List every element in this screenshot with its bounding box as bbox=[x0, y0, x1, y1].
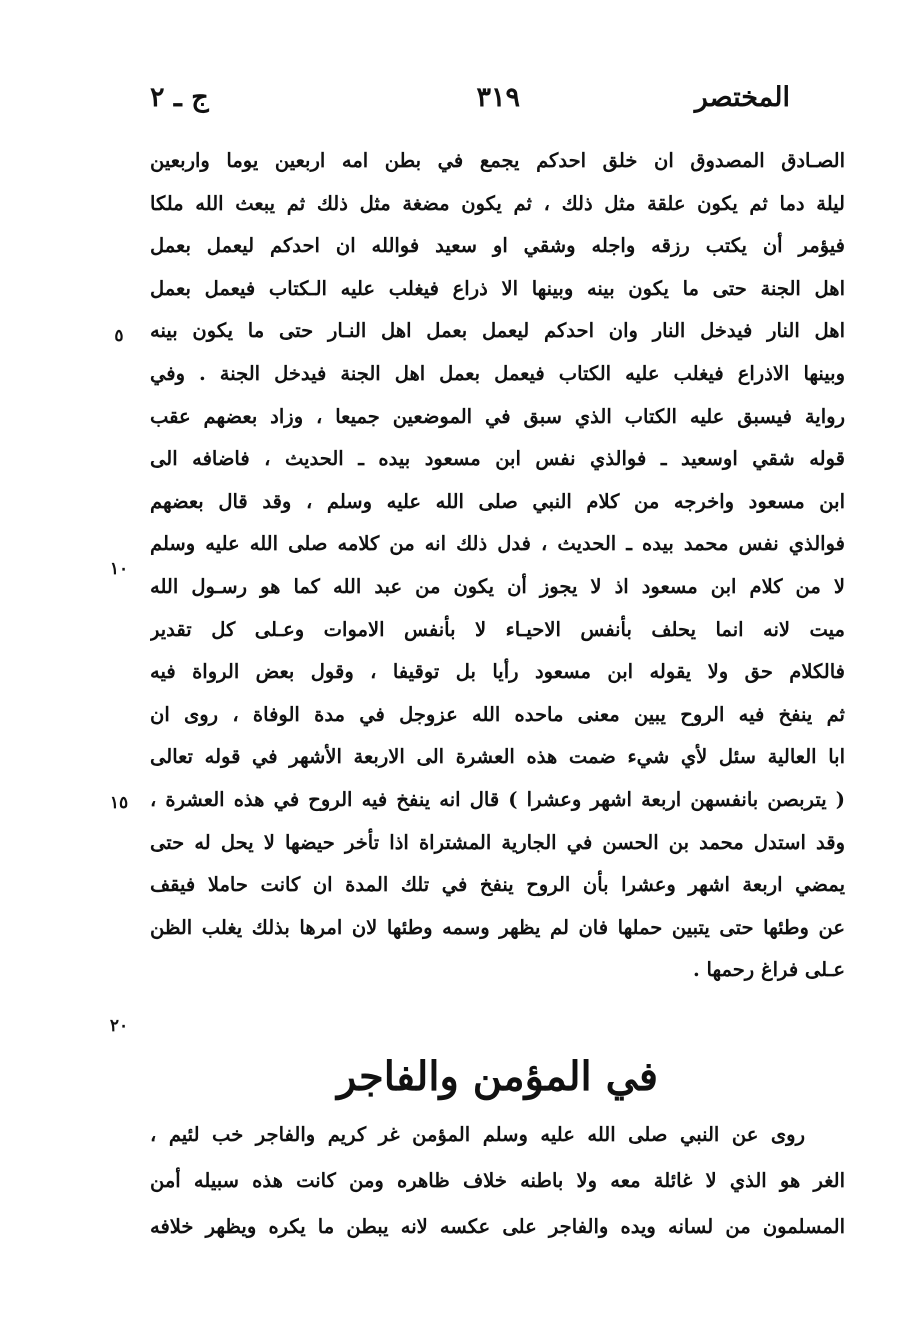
main-text bbox=[150, 140, 845, 992]
text-line: اهل الجنة حتى ما يكون بينه وبينها الا ذراع فيغلب عليه الـكتاب فيعمل بعمل bbox=[150, 276, 845, 300]
volume-label: ج ـ ٢ bbox=[150, 82, 209, 113]
text-line: الغر هو الذي لا غائلة معه ولا باطنه خلاف ظاهره ومن كانت هذه سبيله أمن bbox=[150, 1169, 845, 1192]
text-line: فيؤمر أن يكتب رزقه واجله وشقي او سعيد فوالله ان احدكم ليعمل بعمل bbox=[150, 234, 845, 258]
line-number-marker: ٢٠ bbox=[109, 1016, 129, 1036]
text-line: ليلة دما ثم يكون علقة مثل ذلك ، ثم يكون مضغة مثل ذلك ثم يبعث الله ملكا bbox=[150, 191, 845, 215]
section-text bbox=[150, 1112, 845, 1250]
text-line: المسلمون من لسانه ويده والفاجر على عكسه لانه يبطن ما يكره ويظهر خلافه bbox=[150, 1215, 845, 1238]
text-line: وقد استدل محمد بن الحسن في الجارية المشتراة اذا تأخر حيضها لا يحل له حتى bbox=[150, 830, 845, 854]
text-line: عـلى فراغ رحمها . bbox=[692, 958, 845, 982]
text-line: ( يتربصن بانفسهن اربعة اشهر وعشرا ) قال انه ينفخ فيه الروح في هذه العشرة ، bbox=[150, 787, 845, 811]
line-number-marker: ١٠ bbox=[109, 559, 129, 579]
text-line: ثم ينفخ فيه الروح يبين معنى ماحده الله عزوجل في مدة الوفاة ، روى ان bbox=[150, 702, 845, 726]
text-line: رواية فيسبق عليه الكتاب الذي سبق في الموضعين جميعا ، وزاد بعضهم عقب bbox=[150, 404, 845, 428]
page-header bbox=[150, 82, 790, 126]
line-number-marker: ٥ bbox=[114, 326, 124, 346]
text-line: عن وطئها حتى يتبين حملها فان لم يظهر وسمه وطئها لان امرها بذلك يغلب الظن bbox=[150, 915, 845, 939]
text-line: قوله شقي اوسعيد ـ فوالذي نفس ابن مسعود بيده ـ الحديث ، فاضافه الى bbox=[150, 447, 845, 471]
text-line: فالكلام حق ولا يقوله ابن مسعود رأيا بل توقيفا ، وقول بعض الرواة فيه bbox=[150, 660, 845, 684]
text-line: لا من كلام ابن مسعود اذ لا يجوز أن يكون من عبد الله كما هو رسـول الله bbox=[150, 574, 845, 598]
text-line: ميت لانه انما يحلف بأنفس الاحيـاء لا بأنفس الاموات وعـلى كل تقدير bbox=[150, 617, 845, 641]
text-line: روى عن النبي صلى الله عليه وسلم المؤمن غر كريم والفاجر خب لئيم ، bbox=[150, 1123, 805, 1146]
running-title: المختصر bbox=[694, 82, 790, 113]
line-number-marker: ١٥ bbox=[109, 793, 129, 813]
text-line: فوالذي نفس محمد بيده ـ الحديث ، فدل ذلك انه من كلامه صلى الله عليه وسلم bbox=[150, 532, 845, 556]
text-line: يمضي اربعة اشهر وعشرا بأن الروح ينفخ في تلك المدة ان كانت حاملا فيقف bbox=[150, 873, 845, 897]
text-line: اهل النار فيدخل النار وان احدكم ليعمل بعمل اهل النـار حتى ما يكون بينه bbox=[150, 319, 845, 343]
text-line: ابا العالية سئل لأي شيء ضمت هذه العشرة الى الاربعة الأشهر في قوله تعالى bbox=[150, 745, 845, 769]
text-line: ابن مسعود واخرجه من كلام النبي صلى الله عليه وسلم ، وقد قال بعضهم bbox=[150, 489, 845, 513]
page-number: ٣١٩ bbox=[476, 82, 520, 113]
text-line: وبينها الاذراع فيغلب عليه الكتاب فيعمل بعمل اهل الجنة فيدخل الجنة . وفي bbox=[150, 361, 845, 385]
section-heading: في المؤمن والفاجر bbox=[336, 1053, 659, 1100]
text-line: الصـادق المصدوق ان خلق احدكم يجمع في بطن امه اربعين يوما واربعين bbox=[150, 149, 845, 172]
